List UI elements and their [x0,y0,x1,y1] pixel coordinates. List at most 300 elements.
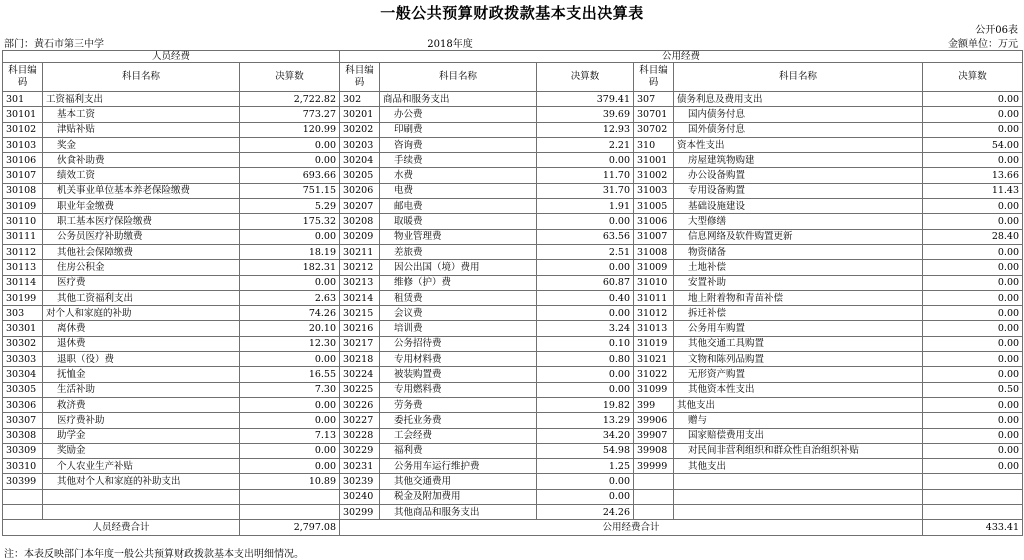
code-cell: 30211 [340,244,380,259]
name-cell: 被装购置费 [380,367,537,382]
amount-unit: 金额单位：万元 [948,39,1018,50]
code-cell [3,489,43,504]
table-row [3,260,1023,275]
code-cell: 301 [3,92,43,107]
amount-cell: 0.00 [537,382,634,397]
name-cell: 退休费 [43,336,240,351]
amount-cell: 0.00 [240,229,340,244]
amount-cell: 0.50 [923,382,1023,397]
amount-cell: 0.00 [537,153,634,168]
code-cell: 31005 [634,199,674,214]
code-cell: 30303 [3,352,43,367]
name-cell: 对民间非营利组织和群众性自治组织补贴 [674,443,923,458]
code-cell [3,505,43,520]
name-cell: 土地补偿 [674,260,923,275]
code-cell: 307 [634,92,674,107]
table-row [3,122,1023,137]
amount-cell: 0.80 [537,352,634,367]
amount-cell: 12.30 [240,336,340,351]
table-row [3,107,1023,122]
table-row [3,168,1023,183]
table-row [3,397,1023,412]
name-cell: 办公设备购置 [674,168,923,183]
code-cell: 30702 [634,122,674,137]
table-row [3,505,1023,520]
amount-cell: 18.19 [240,244,340,259]
amount-cell: 63.56 [537,229,634,244]
amount-cell: 34.20 [537,428,634,443]
code-cell: 30301 [3,321,43,336]
code-cell: 30227 [340,413,380,428]
table-row [3,428,1023,443]
name-cell: 物资储备 [674,244,923,259]
code-cell: 31099 [634,382,674,397]
code-cell: 399 [634,397,674,412]
amount-cell: 0.00 [240,397,340,412]
amount-cell: 0.00 [923,244,1023,259]
name-cell: 抚恤金 [43,367,240,382]
code-cell: 30226 [340,397,380,412]
col-code-1: 科目编码 [3,63,43,92]
name-cell: 债务利息及费用支出 [674,92,923,107]
name-cell: 委托业务费 [380,413,537,428]
name-cell: 其他支出 [674,459,923,474]
name-cell: 商品和服务支出 [380,92,537,107]
name-cell [674,505,923,520]
name-cell: 机关事业单位基本养老保险缴费 [43,183,240,198]
name-cell: 安置补助 [674,275,923,290]
name-cell [674,489,923,504]
code-cell: 31007 [634,229,674,244]
code-cell: 30113 [3,260,43,275]
amount-cell: 379.41 [537,92,634,107]
amount-cell: 0.00 [240,459,340,474]
amount-cell: 0.00 [537,214,634,229]
footnote: 注：本表反映部门本年度一般公共预算财政拨款基本支出明细情况。 [4,549,304,560]
name-cell: 无形资产购置 [674,367,923,382]
code-cell: 30224 [340,367,380,382]
public-total-value: 433.41 [923,520,1023,535]
name-cell: 工资福利支出 [43,92,240,107]
name-cell [674,474,923,489]
amount-cell: 10.89 [240,474,340,489]
public-header: 公用经费 [340,51,1023,63]
table-row [3,92,1023,107]
code-cell: 30299 [340,505,380,520]
amount-cell: 0.00 [923,275,1023,290]
code-cell: 31022 [634,367,674,382]
col-name-3: 科目名称 [674,63,923,92]
code-cell: 30110 [3,214,43,229]
code-cell: 30229 [340,443,380,458]
name-cell: 国内债务付息 [674,107,923,122]
amount-cell [240,505,340,520]
name-cell: 公务用车运行维护费 [380,459,537,474]
name-cell: 咨询费 [380,137,537,152]
code-cell: 30203 [340,137,380,152]
name-cell: 对个人和家庭的补助 [43,306,240,321]
amount-cell: 0.00 [240,153,340,168]
code-cell: 30306 [3,397,43,412]
amount-cell: 0.00 [923,107,1023,122]
code-cell: 30310 [3,459,43,474]
name-cell: 其他工资福利支出 [43,290,240,305]
amount-cell: 751.15 [240,183,340,198]
amount-cell: 0.00 [923,92,1023,107]
name-cell: 差旅费 [380,244,537,259]
name-cell: 国家赔偿费用支出 [674,428,923,443]
name-cell: 房屋建筑物购建 [674,153,923,168]
name-cell: 基本工资 [43,107,240,122]
amount-cell: 0.00 [923,260,1023,275]
amount-cell: 0.00 [240,413,340,428]
amount-cell: 2.21 [537,137,634,152]
amount-cell: 3.24 [537,321,634,336]
name-cell: 其他支出 [674,397,923,412]
name-cell: 培训费 [380,321,537,336]
amount-cell: 0.00 [923,199,1023,214]
amount-cell: 182.31 [240,260,340,275]
code-cell [634,505,674,520]
code-cell: 310 [634,137,674,152]
amount-cell: 0.00 [923,352,1023,367]
code-cell: 30204 [340,153,380,168]
name-cell: 文物和陈列品购置 [674,352,923,367]
table-row [3,474,1023,489]
amount-cell: 0.00 [923,122,1023,137]
amount-cell: 773.27 [240,107,340,122]
amount-cell: 0.00 [537,260,634,275]
amount-cell: 2.51 [537,244,634,259]
amount-cell [923,489,1023,504]
amount-cell: 0.00 [923,428,1023,443]
amount-cell: 0.00 [923,459,1023,474]
amount-cell: 0.00 [537,306,634,321]
code-cell: 39908 [634,443,674,458]
code-cell: 31019 [634,336,674,351]
name-cell: 印刷费 [380,122,537,137]
department-label: 部门：黄石市第三中学 [4,39,104,50]
code-cell: 31013 [634,321,674,336]
name-cell: 个人农业生产补贴 [43,459,240,474]
table-row [3,137,1023,152]
code-cell: 31009 [634,260,674,275]
code-cell: 39906 [634,413,674,428]
col-name-1: 科目名称 [43,63,240,92]
code-cell: 30399 [3,474,43,489]
table-row [3,229,1023,244]
name-cell: 取暖费 [380,214,537,229]
amount-cell: 24.26 [537,505,634,520]
name-cell: 救济费 [43,397,240,412]
amount-cell: 74.26 [240,306,340,321]
col-amount-2: 决算数 [537,63,634,92]
code-cell [634,474,674,489]
code-cell: 30206 [340,183,380,198]
amount-cell: 20.10 [240,321,340,336]
amount-cell: 0.00 [923,306,1023,321]
amount-cell: 7.30 [240,382,340,397]
table-body [3,92,1023,520]
name-cell: 退职（役）费 [43,352,240,367]
code-cell: 39907 [634,428,674,443]
code-cell: 30216 [340,321,380,336]
name-cell: 基础设施建设 [674,199,923,214]
name-cell: 邮电费 [380,199,537,214]
code-cell: 30205 [340,168,380,183]
name-cell: 因公出国（境）费用 [380,260,537,275]
code-cell: 30201 [340,107,380,122]
code-cell: 31006 [634,214,674,229]
name-cell: 公务招待费 [380,336,537,351]
name-cell: 其他对个人和家庭的补助支出 [43,474,240,489]
amount-cell: 13.29 [537,413,634,428]
table-row [3,459,1023,474]
name-cell: 其他资本性支出 [674,382,923,397]
code-cell: 30239 [340,474,380,489]
code-cell: 30106 [3,153,43,168]
table-row [3,199,1023,214]
amount-cell: 0.00 [923,413,1023,428]
code-cell: 30231 [340,459,380,474]
name-cell: 赠与 [674,413,923,428]
code-cell: 30102 [3,122,43,137]
code-cell: 30107 [3,168,43,183]
amount-cell: 0.00 [240,352,340,367]
name-cell: 手续费 [380,153,537,168]
amount-cell [240,489,340,504]
name-cell: 公务员医疗补助缴费 [43,229,240,244]
public-total-label: 公用经费合计 [340,520,923,535]
amount-cell: 0.00 [923,214,1023,229]
code-cell: 30225 [340,382,380,397]
amount-cell: 0.00 [923,290,1023,305]
amount-cell: 1.91 [537,199,634,214]
amount-cell: 2.63 [240,290,340,305]
name-cell: 生活补助 [43,382,240,397]
col-code-2: 科目编码 [340,63,380,92]
amount-cell: 0.00 [923,153,1023,168]
code-cell: 30202 [340,122,380,137]
code-cell: 30114 [3,275,43,290]
name-cell: 奖金 [43,137,240,152]
name-cell: 住房公积金 [43,260,240,275]
table-row [3,214,1023,229]
code-cell: 303 [3,306,43,321]
name-cell: 奖励金 [43,443,240,458]
code-cell: 31021 [634,352,674,367]
name-cell: 工会经费 [380,428,537,443]
name-cell: 专用燃料费 [380,382,537,397]
name-cell: 福利费 [380,443,537,458]
name-cell: 电费 [380,183,537,198]
info-line [0,35,1024,49]
amount-cell: 693.66 [240,168,340,183]
amount-cell: 19.82 [537,397,634,412]
table-row [3,306,1023,321]
amount-cell: 0.00 [923,321,1023,336]
table-row [3,183,1023,198]
table-row [3,367,1023,382]
name-cell: 其他商品和服务支出 [380,505,537,520]
code-cell: 31003 [634,183,674,198]
code-cell: 31008 [634,244,674,259]
amount-cell: 5.29 [240,199,340,214]
code-cell: 30101 [3,107,43,122]
name-cell: 资本性支出 [674,137,923,152]
name-cell: 助学金 [43,428,240,443]
name-cell: 国外债务付息 [674,122,923,137]
amount-cell: 120.99 [240,122,340,137]
name-cell: 其他社会保障缴费 [43,244,240,259]
code-cell: 30228 [340,428,380,443]
code-cell: 30240 [340,489,380,504]
table-row [3,489,1023,504]
personnel-total-label: 人员经费合计 [3,520,240,535]
code-cell: 30109 [3,199,43,214]
table-row [3,352,1023,367]
name-cell: 其他交通费用 [380,474,537,489]
amount-cell: 1.25 [537,459,634,474]
table-row [3,413,1023,428]
amount-cell: 0.00 [537,489,634,504]
code-cell: 30213 [340,275,380,290]
code-cell: 31012 [634,306,674,321]
amount-cell: 12.93 [537,122,634,137]
amount-cell: 0.00 [923,397,1023,412]
name-cell: 大型修缮 [674,214,923,229]
col-amount-3: 决算数 [923,63,1023,92]
code-cell: 30212 [340,260,380,275]
table-row [3,382,1023,397]
amount-cell: 0.00 [537,474,634,489]
amount-cell: 0.00 [240,137,340,152]
code-cell: 30217 [340,336,380,351]
name-cell: 其他交通工具购置 [674,336,923,351]
name-cell: 职工基本医疗保险缴费 [43,214,240,229]
name-cell: 税金及附加费用 [380,489,537,504]
code-cell: 30302 [3,336,43,351]
col-name-2: 科目名称 [380,63,537,92]
code-cell: 30308 [3,428,43,443]
report-title: 一般公共预算财政拨款基本支出决算表 [380,4,644,22]
name-cell: 办公费 [380,107,537,122]
amount-cell: 0.10 [537,336,634,351]
amount-cell: 39.69 [537,107,634,122]
table-row [3,153,1023,168]
name-cell [43,489,240,504]
amount-cell: 60.87 [537,275,634,290]
name-cell: 绩效工资 [43,168,240,183]
form-code: 公开06表 [975,25,1018,36]
code-cell: 31001 [634,153,674,168]
amount-cell [923,505,1023,520]
name-cell: 津贴补贴 [43,122,240,137]
name-cell: 信息网络及软件购置更新 [674,229,923,244]
column-header-row [3,63,1023,92]
amount-cell: 0.00 [923,367,1023,382]
table-row [3,321,1023,336]
code-cell: 30214 [340,290,380,305]
name-cell: 劳务费 [380,397,537,412]
table-row [3,275,1023,290]
amount-cell: 11.43 [923,183,1023,198]
totals-row [3,520,1023,535]
name-cell: 水费 [380,168,537,183]
name-cell: 离休费 [43,321,240,336]
amount-cell: 175.32 [240,214,340,229]
code-cell: 30108 [3,183,43,198]
personnel-total-value: 2,797.08 [240,520,340,535]
name-cell [43,505,240,520]
name-cell: 伙食补助费 [43,153,240,168]
amount-cell: 31.70 [537,183,634,198]
name-cell: 医疗费 [43,275,240,290]
name-cell: 公务用车购置 [674,321,923,336]
amount-cell: 0.00 [923,336,1023,351]
code-cell: 30304 [3,367,43,382]
name-cell: 维修（护）费 [380,275,537,290]
code-cell: 39999 [634,459,674,474]
amount-cell: 0.00 [923,443,1023,458]
code-cell: 30199 [3,290,43,305]
name-cell: 物业管理费 [380,229,537,244]
code-cell [634,489,674,504]
code-cell: 30209 [340,229,380,244]
code-cell: 30701 [634,107,674,122]
amount-cell: 13.66 [923,168,1023,183]
expenditure-table [2,50,1023,536]
code-cell: 30305 [3,382,43,397]
code-cell: 30307 [3,413,43,428]
amount-cell: 54.00 [923,137,1023,152]
code-cell: 30112 [3,244,43,259]
code-cell: 31002 [634,168,674,183]
name-cell: 职业年金缴费 [43,199,240,214]
code-cell: 30215 [340,306,380,321]
name-cell: 地上附着物和青苗补偿 [674,290,923,305]
name-cell: 医疗费补助 [43,413,240,428]
code-cell: 30309 [3,443,43,458]
amount-cell: 16.55 [240,367,340,382]
col-amount-1: 决算数 [240,63,340,92]
code-cell: 30207 [340,199,380,214]
name-cell: 专用设备购置 [674,183,923,198]
table-row [3,443,1023,458]
code-cell: 30208 [340,214,380,229]
amount-cell: 54.98 [537,443,634,458]
name-cell: 专用材料费 [380,352,537,367]
col-code-3: 科目编码 [634,63,674,92]
fiscal-year: 2018年度 [427,39,473,50]
amount-cell: 0.00 [537,367,634,382]
amount-cell: 7.13 [240,428,340,443]
code-cell: 30218 [340,352,380,367]
code-cell: 31010 [634,275,674,290]
amount-cell: 0.00 [240,275,340,290]
name-cell: 会议费 [380,306,537,321]
code-cell: 31011 [634,290,674,305]
amount-cell: 28.40 [923,229,1023,244]
amount-cell: 11.70 [537,168,634,183]
code-cell: 302 [340,92,380,107]
table-row [3,244,1023,259]
personnel-header: 人员经费 [3,51,340,63]
code-cell: 30103 [3,137,43,152]
amount-cell: 0.40 [537,290,634,305]
section-header-row [3,51,1023,63]
table-row [3,336,1023,351]
